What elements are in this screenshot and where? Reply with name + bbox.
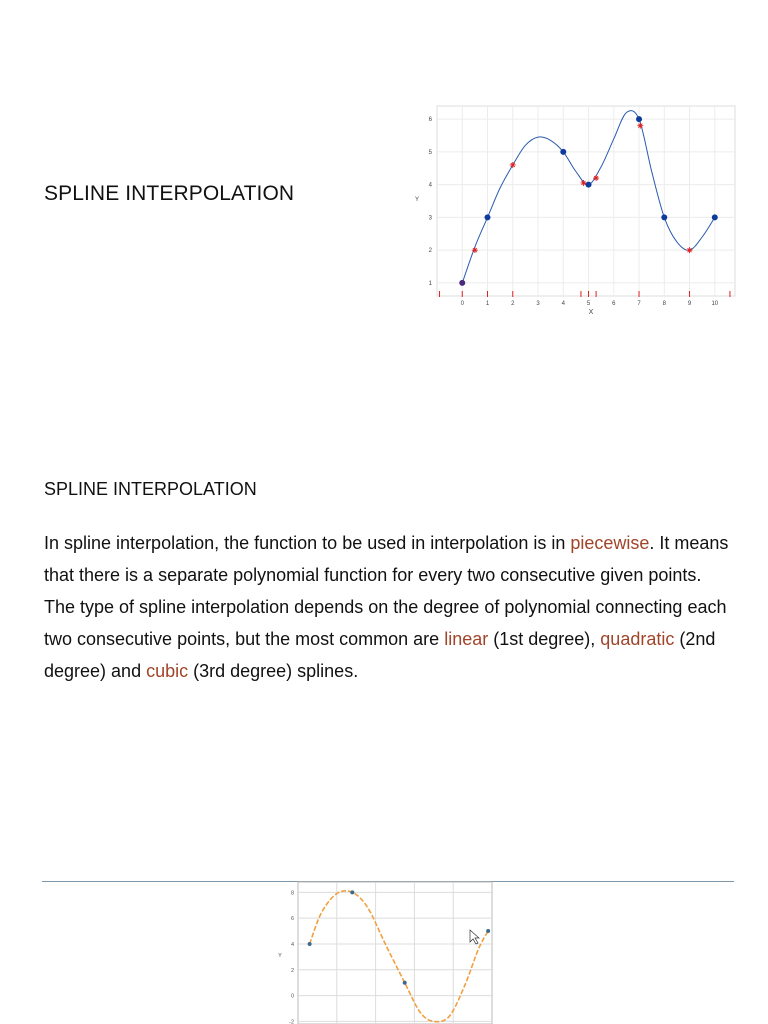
spline-chart [414, 100, 740, 322]
y-tick-label: 2 [290, 967, 294, 974]
plot-area [437, 106, 735, 296]
knot-point [459, 280, 465, 286]
knot-point [403, 981, 407, 985]
y-tick-label: 5 [428, 149, 432, 156]
x-tick-label: 5 [586, 301, 591, 307]
paragraph-text: . It means that there is a separate polynomial function for every two consecutive given points. The type of spline interpolation depends on the degree of polynomial connecting each two consecutive points, but the most common are [44, 533, 729, 649]
x-tick-label: 1 [485, 301, 490, 307]
y-tick-label: 1 [428, 280, 432, 287]
knot-point [350, 890, 354, 894]
y-tick-label: 3 [428, 215, 432, 222]
paragraph-text: (2nd degree) and [44, 629, 716, 681]
piecewise-link[interactable]: piecewise [570, 533, 650, 553]
y-tick-label: -2 [289, 1019, 294, 1024]
x-tick-label: 10 [711, 301, 719, 307]
x-tick-label: 6 [612, 301, 616, 307]
hero-title: SPLINE INTERPOLATION [44, 182, 295, 205]
cubic-spline-chart [270, 882, 500, 1024]
y-axis-label: Y [278, 953, 282, 959]
knot-point [485, 214, 491, 220]
knot-point [560, 149, 566, 155]
x-tick-label: 9 [687, 301, 692, 307]
knot-point [586, 182, 592, 188]
linear-link[interactable]: linear [444, 629, 489, 649]
section-title: SPLINE INTERPOLATION [44, 479, 257, 499]
x-tick-label: 2 [511, 301, 515, 307]
paragraph-text: In spline interpolation, the function to be used in interpolation is in [44, 533, 571, 553]
knot-point [486, 929, 490, 933]
x-tick-label: 7 [637, 301, 641, 307]
cubic-link[interactable]: cubic [146, 661, 189, 681]
quadratic-link[interactable]: quadratic [600, 629, 675, 649]
x-tick-label: 3 [536, 301, 540, 307]
knot-point [712, 214, 718, 220]
y-tick-label: 0 [290, 993, 294, 1000]
y-tick-label: 4 [290, 941, 294, 948]
x-tick-label: 8 [662, 301, 666, 307]
knot-point [636, 116, 642, 122]
y-tick-label: 6 [290, 916, 294, 923]
y-axis-label: Y [414, 197, 420, 203]
x-axis-label: X [588, 309, 594, 316]
body-paragraph [44, 527, 734, 687]
y-tick-label: 4 [428, 182, 432, 189]
y-tick-label: 8 [290, 890, 294, 897]
x-tick-label: 0 [460, 301, 464, 307]
knot-point [308, 942, 312, 946]
paragraph-text: (3rd degree) splines. [188, 661, 359, 681]
y-tick-label: 6 [428, 117, 432, 124]
y-tick-label: 2 [428, 248, 432, 255]
x-tick-label: 4 [561, 301, 565, 307]
paragraph-text: (1st degree), [488, 629, 601, 649]
knot-point [661, 214, 667, 220]
